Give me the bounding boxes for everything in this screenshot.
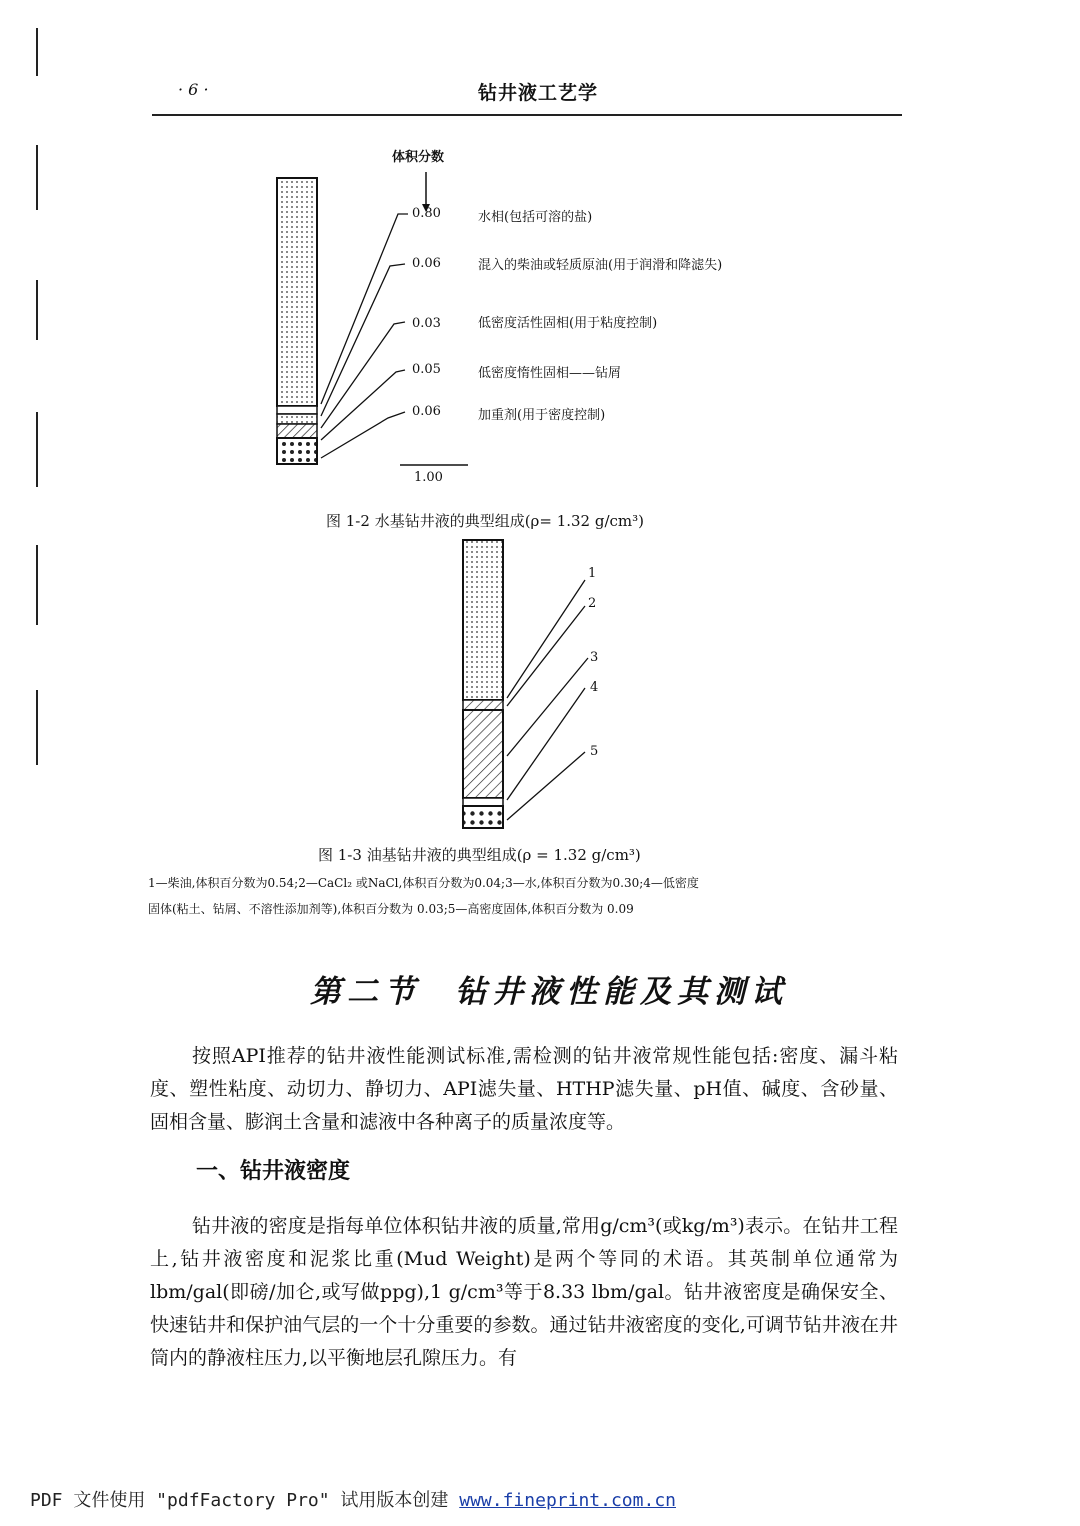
density-paragraph: 钻井液的密度是指每单位体积钻井液的质量,常用g/cm³(或kg/m³)表示。在钻井工程上,钻井液密度和泥浆比重(Mud Weight)是两个等同的术语。其英制单位通常为lbm/gal(即磅/加仑,或写做ppg),1 g/cm³等于8.33 lbm/gal。钻井液密度是确保安全、快速钻井和保护油气层的一个十分重要的参数。通过钻井液密度的变化,可调节钻井液在井筒内的静液柱压力,以平衡地层孔隙压力。有 (150, 1215, 898, 1369)
fig3-seg-high-density-solids (463, 806, 503, 828)
footer-text: PDF 文件使用 "pdfFactory Pro" 试用版本创建 (30, 1490, 460, 1511)
fig2-label: 低密度活性固相(用于粘度控制) (478, 316, 658, 331)
fig3-bar-column (463, 540, 503, 828)
fig3-leaders (507, 580, 588, 820)
fig2-seg-oil (277, 406, 317, 414)
fig3-seg-diesel (463, 540, 503, 700)
fig2-total: 1.00 (414, 470, 443, 485)
fig2-axis-title: 体积分数 (392, 150, 445, 165)
figure-1-3-note: 1—柴油,体积百分数为0.54;2—CaCl₂ 或NaCl,体积百分数为0.04;3—水,体积百分数为0.30;4—低密度 (148, 876, 699, 890)
fig2-label: 水相(包括可溶的盐) (478, 210, 593, 225)
fig2-value: 0.80 (412, 206, 441, 221)
fig2-seg-active-solids (277, 414, 317, 424)
fig2-value: 0.03 (412, 316, 441, 331)
fig3-seg-salt (463, 700, 503, 710)
fig2-seg-weighting (277, 438, 317, 464)
page-number: · 6 · (178, 80, 209, 99)
subsection-title: 一、钻井液密度 (196, 1159, 351, 1184)
fig2-value: 0.06 (412, 256, 441, 271)
fig3-marker: 2 (588, 596, 597, 611)
fig3-marker: 4 (590, 680, 599, 695)
fig2-bar-column (277, 178, 317, 464)
figure-1-3-diagram (0, 530, 1080, 840)
figure-1-3-caption: 图 1-3 油基钻井液的典型组成(ρ = 1.32 g/cm³) (318, 846, 641, 864)
fig3-marker: 3 (590, 650, 599, 665)
running-title: 钻井液工艺学 (478, 82, 599, 104)
fig3-seg-water (463, 710, 503, 798)
figure-1-2-caption: 图 1-2 水基钻井液的典型组成(ρ= 1.32 g/cm³) (326, 512, 645, 530)
footer-link[interactable]: www.fineprint.com.cn (459, 1490, 676, 1511)
fig2-value: 0.05 (412, 362, 441, 377)
intro-paragraph: 按照API推荐的钻井液性能测试标准,需检测的钻井液常规性能包括:密度、漏斗粘度、塑性粘度、动切力、静切力、API滤失量、HTHP滤失量、pH值、碱度、含砂量、固相含量、膨润土含量和滤液中各种离子的质量浓度等。 (150, 1045, 898, 1133)
fig2-leaders (321, 214, 408, 458)
fig2-label: 低密度惰性固相——钻屑 (478, 366, 622, 381)
figure-1-2-diagram (0, 0, 1080, 500)
fig2-seg-inert-solids (277, 424, 317, 438)
fig2-seg-water (277, 178, 317, 406)
fig2-label: 加重剂(用于密度控制) (478, 408, 606, 423)
pdf-footer (30, 1486, 676, 1512)
fig2-label: 混入的柴油或轻质原油(用于润滑和降滤失) (478, 258, 723, 273)
fig2-value: 0.06 (412, 404, 441, 419)
figure-1-3-note: 固体(粘土、钻屑、不溶性添加剂等),体积百分数为 0.03;5—高密度固体,体积百分数为 0.09 (148, 902, 634, 916)
fig3-marker: 5 (590, 744, 599, 759)
section-number: 第二节 (310, 974, 421, 1010)
section-heading (310, 966, 788, 1011)
section-title: 钻井液性能及其测试 (455, 974, 788, 1010)
fig3-seg-low-density-solids (463, 798, 503, 806)
fig3-marker: 1 (588, 566, 597, 581)
